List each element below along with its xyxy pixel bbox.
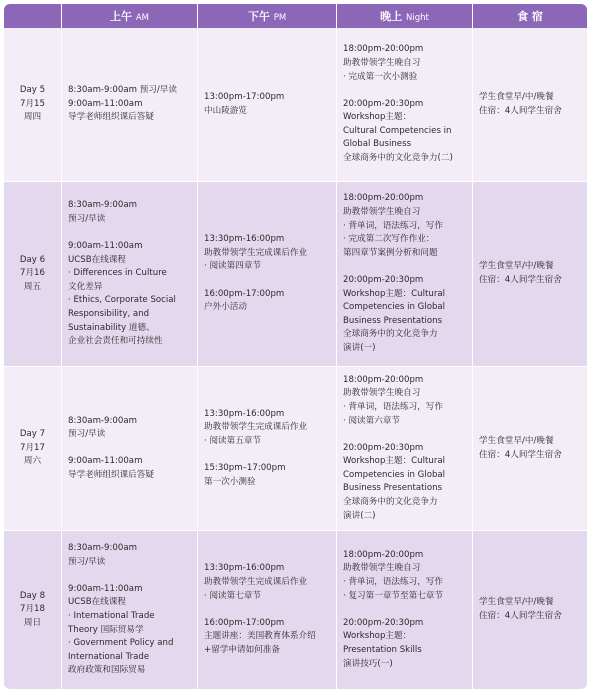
- day-cell: Day 5 7月15 周四: [4, 28, 62, 182]
- table-row: [4, 182, 587, 367]
- header-am: 上午 AM: [62, 4, 198, 28]
- day-cell: Day 7 7月17 周六: [4, 367, 62, 531]
- am-cell: 8:30am-9:00am 预习/早读 9:00am-11:00am UCSB在线课程 · Differences in Culture 文化差异 · Ethics, Corporate Social Responsibility, and Sustainability 道德、 企业社会责任和可持续性: [62, 182, 198, 367]
- header-day: [4, 4, 62, 28]
- am-cell: 8:30am-9:00am 预习/早读 9:00am-11:00am 导学老师组织课后答疑: [62, 367, 198, 531]
- night-cell: 18:00pm-20:00pm 助教带领学生晚自习 · 背单词，语法练习，写作 · 复习第一章节至第七章节 20:00pm-20:30pm Workshop主题： Presentation Skills 演讲技巧(一): [337, 531, 473, 690]
- table-row: [4, 367, 587, 531]
- meals-cell: 学生食堂早/中/晚餐 住宿：4人间学生宿舍: [473, 531, 587, 690]
- day-cell: Day 6 7月16 周五: [4, 182, 62, 367]
- table-row: [4, 531, 587, 690]
- pm-cell: 13:30pm-16:00pm 助教带领学生完成课后作业 · 阅读第七章节 16:00pm-17:00pm 主题讲座：美国教育体系介绍 +留学申请如何准备: [198, 531, 337, 690]
- schedule-container: [4, 4, 587, 690]
- night-cell: 18:00pm-20:00pm 助教带领学生晚自习 · 背单词，语法练习，写作 · 阅读第六章节 20:00pm-20:30pm Workshop主题：Cultural Competencies in Global Business Presentations 全球商务中的文化竞争力 演讲(二): [337, 367, 473, 531]
- header-night: 晚上 Night: [337, 4, 473, 28]
- day-cell: Day 8 7月18 周日: [4, 531, 62, 690]
- meals-cell: 学生食堂早/中/晚餐 住宿：4人间学生宿舍: [473, 182, 587, 367]
- schedule-table: [4, 4, 587, 690]
- header-meals: 食 宿: [473, 4, 587, 28]
- meals-cell: 学生食堂早/中/晚餐 住宿：4人间学生宿舍: [473, 367, 587, 531]
- table-row: [4, 28, 587, 182]
- night-cell: 18:00pm-20:00pm 助教带领学生晚自习 · 背单词，语法练习，写作 · 完成第二次写作作业： 第四章节案例分析和问题 20:00pm-20:30pm Workshop主题：Cultural Competencies in Global Business Presentations 全球商务中的文化竞争力 演讲(一): [337, 182, 473, 367]
- night-cell: 18:00pm-20:00pm 助教带领学生晚自习 · 完成第一次小测验 20:00pm-20:30pm Workshop主题： Cultural Competencies in Global Business 全球商务中的文化竞争力(二): [337, 28, 473, 182]
- am-cell: 8:30am-9:00am 预习/早读 9:00am-11:00am 导学老师组织课后答疑: [62, 28, 198, 182]
- pm-cell: 13:00pm-17:00pm 中山陵游览: [198, 28, 337, 182]
- header-row: [4, 4, 587, 28]
- header-pm: 下午 PM: [198, 4, 337, 28]
- am-cell: 8:30am-9:00am 预习/早读 9:00am-11:00am UCSB在线课程 · International Trade Theory 国际贸易学 · Government Policy and International Trade 政府政策和国际贸易: [62, 531, 198, 690]
- pm-cell: 13:30pm-16:00pm 助教带领学生完成课后作业 · 阅读第五章节 15:30pm–17:00pm 第一次小测验: [198, 367, 337, 531]
- meals-cell: 学生食堂早/中/晚餐 住宿：4人间学生宿舍: [473, 28, 587, 182]
- pm-cell: 13:30pm-16:00pm 助教带领学生完成课后作业 · 阅读第四章节 16:00pm-17:00pm 户外小活动: [198, 182, 337, 367]
